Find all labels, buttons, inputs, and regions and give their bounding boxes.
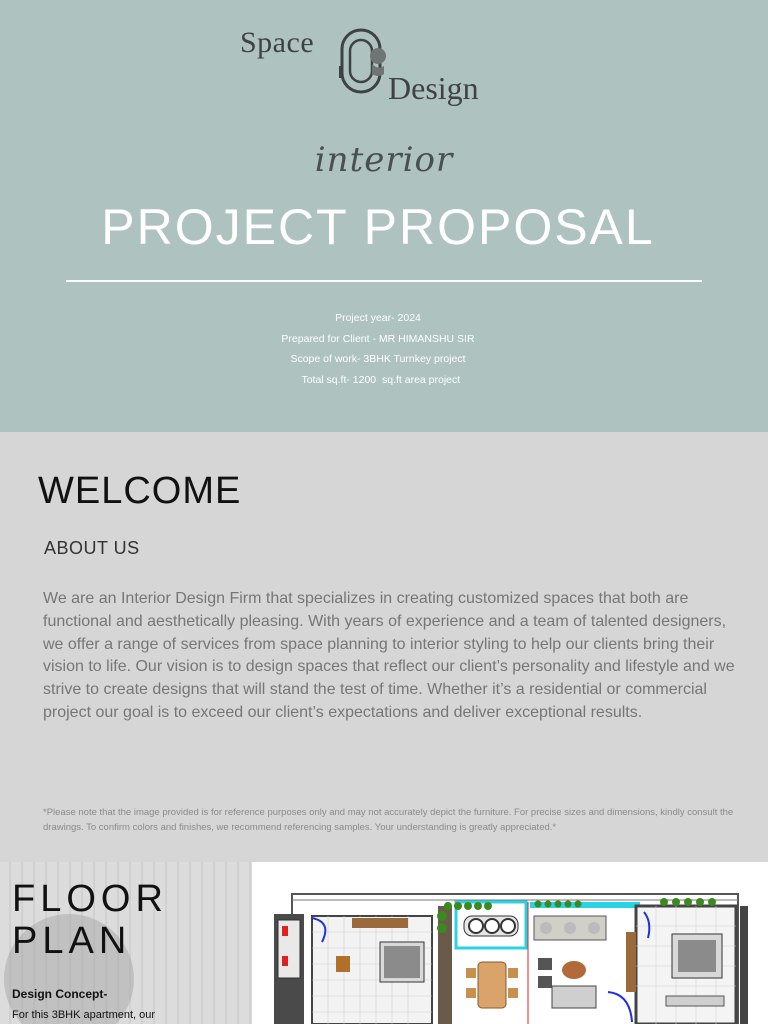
floor-plan-image	[252, 862, 768, 1024]
cover-section	[0, 0, 768, 432]
floor-plan-heading: FLOOR PLAN	[12, 878, 168, 962]
about-us-paragraph: We are an Interior Design Firm that specializes in creating customized spaces that both are functional and aesthetically pleasing. With years of experience and a team of talented designers, we offer a range of services from space planning to interior styling to help our clients bring their vision to life. Our vision is to design spaces that reflect our client’s personality and lifestyle and we strive to create designs that will stand the test of time. Whether it’s a residential or commercial project our goal is to exceed our client’s expectations and deliver exceptional results.	[43, 590, 735, 721]
logo-word-design: Design	[388, 70, 479, 106]
about-us-heading: ABOUT US	[44, 538, 140, 558]
logo-emblem-icon	[332, 26, 394, 96]
title-divider	[66, 280, 702, 282]
page-title: PROJECT PROPOSAL	[101, 199, 655, 255]
disclaimer-note: *Please note that the image provided is for reference purposes only and may not accurately depict the furniture. For precise sizes and dimensions, kindly consult the drawings. To confirm colors and finishes, we recommend referencing samples. Your understanding is greatly appreciated.*	[43, 807, 734, 833]
meta-client: Prepared for Client - MR HIMANSHU SIR	[281, 332, 475, 345]
interior-script-title: interior	[314, 140, 454, 180]
meta-project-year: Project year- 2024	[335, 312, 421, 324]
space-design-logo	[236, 22, 496, 112]
floor-plan-drawing	[252, 862, 768, 1024]
floor-plan-panel	[0, 862, 252, 1024]
meta-scope: Scope of work- 3BHK Turnkey project	[290, 353, 466, 365]
logo-word-space: Space	[240, 26, 315, 59]
project-meta	[0, 308, 756, 390]
design-concept-text: For this 3BHK apartment, our	[12, 1009, 156, 1021]
meta-area: Total sq.ft- 1200 sq.ft area project	[295, 373, 461, 386]
welcome-heading: WELCOME	[38, 470, 242, 512]
welcome-section	[0, 432, 768, 862]
design-concept-label: Design Concept-	[12, 987, 108, 1001]
